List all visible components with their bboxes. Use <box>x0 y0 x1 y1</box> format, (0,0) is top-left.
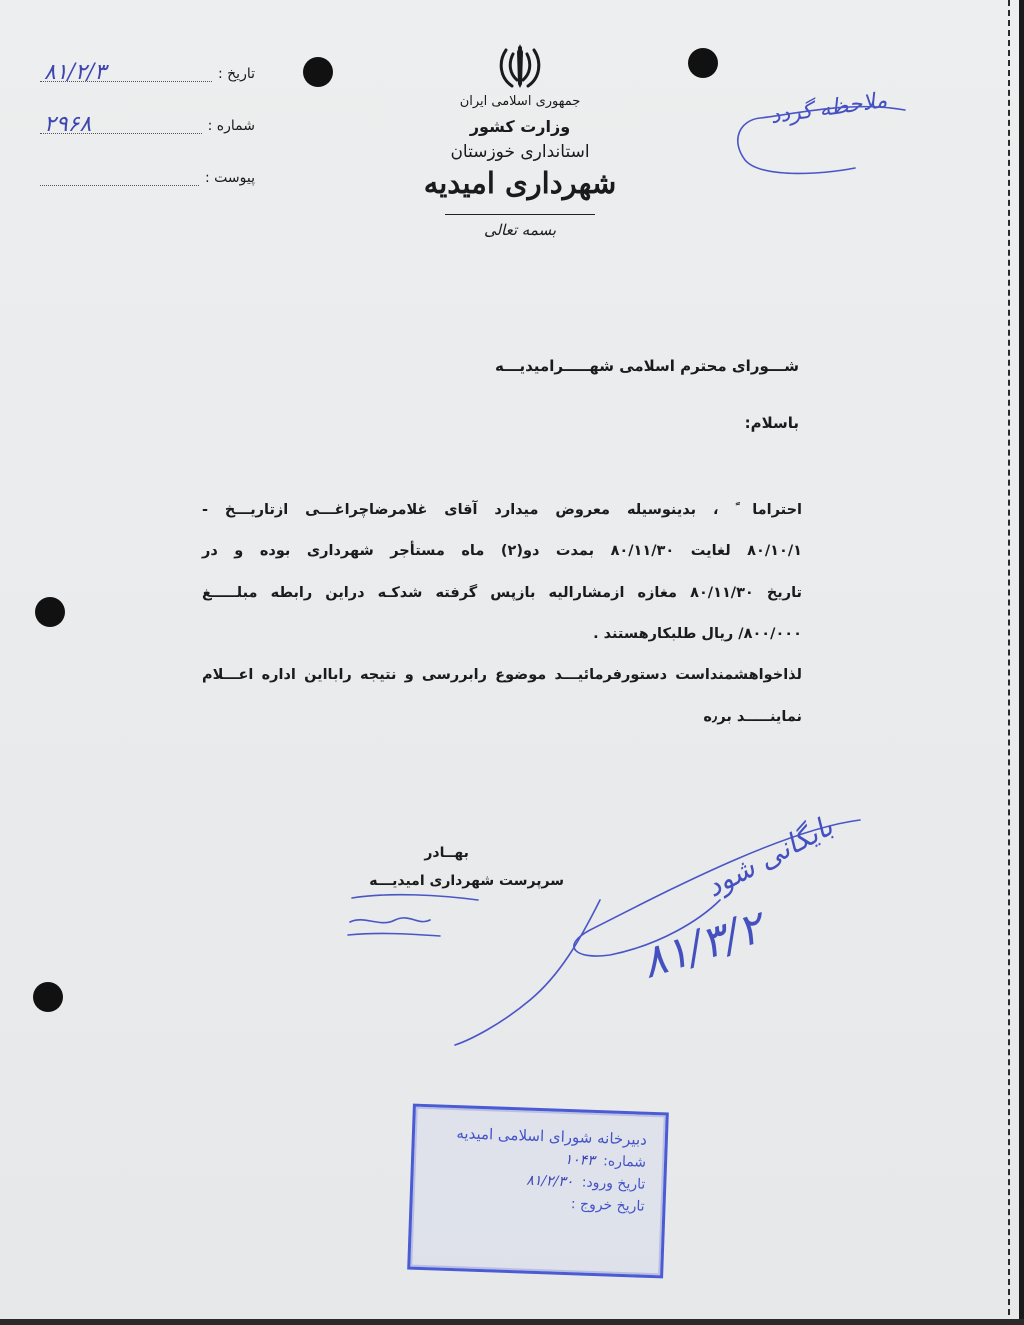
reception-stamp <box>407 1104 669 1279</box>
body-line-4: ۸۰۰/۰۰۰/ ریال طلبکارهستند . <box>593 626 802 642</box>
country-name: جمهوری اسلامی ایران <box>459 94 581 109</box>
organization-name: شهرداری امیدیه <box>423 166 617 200</box>
stamp-entry-value: ۸۱/۲/۳۰ <box>526 1172 574 1191</box>
date-value: ۸۱/۲/۳ <box>44 60 107 85</box>
number-field <box>40 104 255 137</box>
punch-hole <box>35 597 65 627</box>
stamp-number-row <box>414 1147 664 1172</box>
scan-border-bottom <box>0 1319 1024 1325</box>
attachment-label: پیوست : <box>205 170 255 186</box>
stamp-entry-row <box>413 1169 663 1194</box>
stamp-entry-label: تاریخ ورود: <box>581 1174 646 1193</box>
date-label: تاریخ : <box>217 66 255 82</box>
body-line-2: ۸۰/۱۰/۱ لغایت ۸۰/۱۱/۳۰ بمدت دو(۲) ماه مستأجر شهرداری بوده و در <box>202 543 802 559</box>
ministry-name: وزارت کشور <box>469 117 571 136</box>
stamp-exit-value <box>567 1196 568 1212</box>
scan-border-bar <box>1019 0 1024 1325</box>
date-field <box>40 52 255 85</box>
number-value: ۲۹۶۸ <box>44 112 92 137</box>
punch-hole <box>688 48 718 78</box>
punch-hole <box>303 57 333 87</box>
attachment-line <box>40 167 199 186</box>
province-name: استانداری خوزستان <box>450 142 590 162</box>
handwritten-note-top: ملاحظه گردد <box>768 87 889 130</box>
letterhead <box>380 40 660 239</box>
recipient-line: شـــورای محترم اسلامی شهـــــرامیدیـــه <box>495 357 799 375</box>
handwritten-date-bottom: ۸۱/۳/۲ <box>635 902 770 989</box>
signature-block <box>369 845 564 889</box>
signer-name: بهــادر <box>424 845 469 861</box>
stamp-exit-row <box>412 1191 662 1216</box>
signer-role: سرپرست شهرداری امیدیـــه <box>369 873 564 889</box>
attachment-field <box>40 156 255 186</box>
number-line <box>40 112 202 137</box>
stamp-exit-label: تاریخ خروج : <box>570 1196 645 1215</box>
stamp-number-value: ۱۰۴۳ <box>564 1151 596 1169</box>
stamp-number-label: شماره: <box>602 1153 647 1171</box>
punch-hole <box>33 982 63 1012</box>
greeting: باسلام: <box>744 414 799 432</box>
number-label: شماره : <box>207 118 255 134</box>
date-line <box>40 60 212 85</box>
body-line-6: نماینـــــد بر٫ه <box>703 709 802 725</box>
body-line-1: احتراما ً ، بدینوسیله معروض میدارد آقای غلامرضاچراغـــی ازتاریـــخ - <box>202 502 802 518</box>
body-line-5: لذاخواهشمنداست دستورفرمائیـــد موضوع رابررسی و نتیجه رابااین اداره اعـــلام <box>202 667 802 683</box>
header-divider <box>445 214 595 215</box>
handwritten-note-bottom: بایگانی شود <box>700 809 839 904</box>
stamp-title: دبیرخانه شورای اسلامی امیدیه <box>456 1124 648 1149</box>
iran-emblem-icon <box>496 40 544 92</box>
body-line-3: تاریخ ۸۰/۱۱/۳۰ مغازه ازمشارالیه بازپس گرفته شدکـه دراین رابطه مبلـــــغ <box>202 585 802 601</box>
motto: بسمه تعالی <box>483 221 557 239</box>
